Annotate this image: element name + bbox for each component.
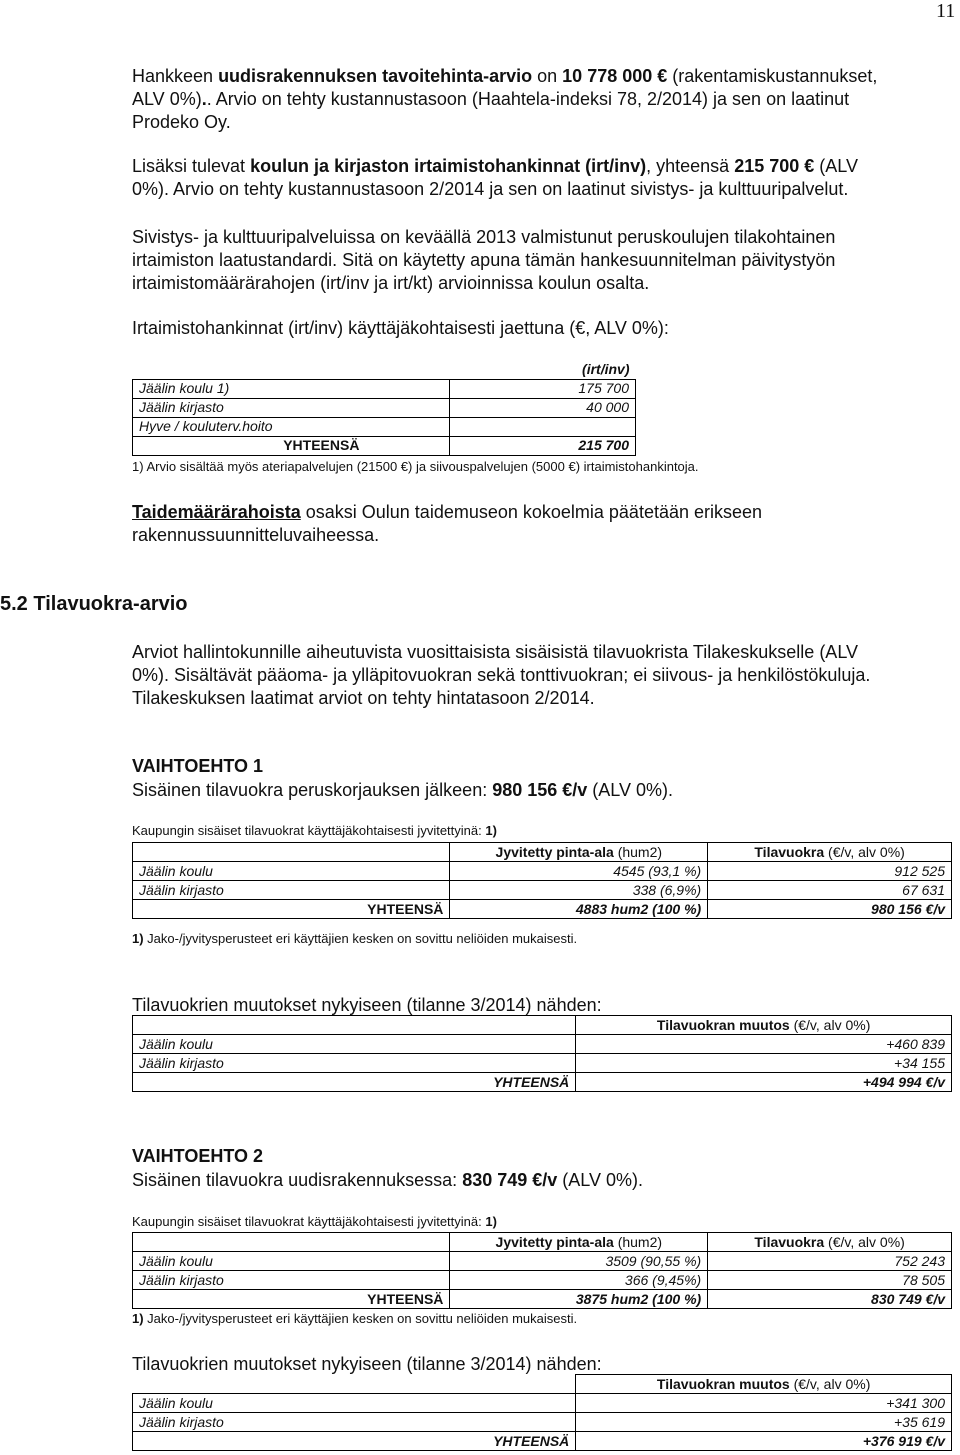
table-total-row	[133, 1432, 952, 1451]
text: (ALV 0%).	[587, 780, 673, 800]
text: Sisäinen tilavuokra uudisrakennuksessa:	[132, 1170, 463, 1190]
option2-caption	[132, 1214, 497, 1230]
table-header-row	[133, 1016, 952, 1035]
table-header-row	[133, 360, 636, 379]
text: Jyvitetty pinta-ala	[495, 843, 614, 860]
paragraph-art	[132, 501, 944, 547]
text: .	[201, 89, 207, 109]
column-header-rent	[708, 1233, 952, 1252]
paragraph-standard	[132, 226, 944, 295]
text: rakennussuunnitteluvaiheessa.	[132, 525, 380, 545]
row-label: Jäälin kirjasto	[133, 1271, 450, 1290]
row-label: Jäälin kirjasto	[133, 1413, 576, 1432]
section-title: 5.2 Tilavuokra-arvio	[0, 593, 188, 615]
text: 0%). Arvio on tehty kustannustasoon 2/2014 ja sen on laatinut sivistys- ja kulttuuripalvelut.	[132, 179, 849, 199]
text-bold-underline: Taidemäärärahoista	[132, 502, 301, 522]
row-label: Jäälin koulu	[133, 1035, 576, 1054]
total-label: YHTEENSÄ	[133, 436, 450, 455]
text: (ALV 0%).	[557, 1170, 643, 1190]
option1-note	[132, 931, 577, 947]
column-header-area	[450, 1233, 708, 1252]
column-header	[576, 1375, 952, 1394]
text: Sivistys- ja kulttuuripalveluissa on keväällä 2013 valmistunut peruskoulujen tilakohtainen	[132, 227, 836, 247]
row-area: 4545 (93,1 %)	[450, 862, 708, 881]
text: irtaimiston laatustandardi. Sitä on käytetty apuna tämän hankesuunnitelman päivitystyön	[132, 250, 836, 270]
column-header-area	[450, 843, 708, 862]
total-label: YHTEENSÄ	[133, 900, 450, 919]
text: (€/v, alv 0%)	[789, 1375, 871, 1392]
text: Tilakeskuksen laatimat arviot on tehty hintatasoon 2/2014.	[132, 688, 595, 708]
table-row	[133, 1035, 952, 1054]
row-value: 40 000	[450, 398, 636, 417]
text: 1)	[485, 823, 497, 838]
text: 1)	[132, 1311, 144, 1326]
text: Sisäinen tilavuokra peruskorjauksen jälkeen:	[132, 780, 493, 800]
option1-changes-title: Tilavuokrien muutokset nykyiseen (tilanne 3/2014) nähden:	[132, 995, 602, 1015]
row-area: 338 (6,9%)	[450, 881, 708, 900]
furniture-table	[132, 360, 636, 456]
row-area: 366 (9,45%)	[450, 1271, 708, 1290]
row-label: Jäälin koulu	[133, 1252, 450, 1271]
table-row	[133, 881, 952, 900]
option2-rent-table	[132, 1232, 952, 1309]
total-rent: 980 156 €/v	[708, 900, 952, 919]
row-label: Jäälin kirjasto	[133, 881, 450, 900]
text: Jyvitetty pinta-ala	[495, 1233, 614, 1250]
row-label: Hyve / kouluterv.hoito	[133, 417, 450, 436]
text-bold: uudisrakennuksen tavoitehinta-arvio	[218, 66, 533, 86]
text: , yhteensä	[646, 156, 735, 176]
text: Lisäksi tulevat	[132, 156, 251, 176]
text: 1)	[132, 931, 144, 946]
paragraph-furniture-split: Irtaimistohankinnat (irt/inv) käyttäjäkohtaisesti jaettuna (€, ALV 0%):	[132, 318, 669, 338]
table-header-row	[133, 1233, 952, 1252]
text: Arviot hallintokunnille aiheutuvista vuosittaisista sisäisistä tilavuokrista Tilakeskukselle (ALV	[132, 642, 858, 662]
furniture-amount: 215 700 €	[734, 156, 815, 176]
option2-title: VAIHTOEHTO 2	[132, 1146, 264, 1166]
table-total-row	[133, 900, 952, 919]
text: ALV 0%)	[132, 89, 202, 109]
column-header: (irt/inv)	[582, 360, 630, 377]
text: (€/v, alv 0%)	[789, 1016, 871, 1033]
table-total-row	[133, 1290, 952, 1309]
table-row	[133, 1271, 952, 1290]
text: Kaupungin sisäiset tilavuokrat käyttäjäkohtaisesti jyvitettyinä:	[132, 1214, 486, 1229]
row-label: Jäälin koulu	[133, 862, 450, 881]
option2-changes-table	[132, 1374, 952, 1451]
column-header-rent	[708, 843, 952, 862]
total-area: 3875 hum2 (100 %)	[450, 1290, 708, 1309]
row-value: 175 700	[450, 379, 636, 398]
column-header	[576, 1016, 952, 1035]
option2-changes-title: Tilavuokrien muutokset nykyiseen (tilanne 3/2014) nähden:	[132, 1354, 602, 1374]
option2-subtitle	[132, 1169, 944, 1192]
option1-caption	[132, 823, 497, 839]
text: (rakentamiskustannukset,	[667, 66, 878, 86]
total-label: YHTEENSÄ	[133, 1290, 450, 1309]
rent-amount: 980 156 €/v	[492, 780, 588, 800]
row-label: Jäälin koulu 1)	[133, 379, 450, 398]
text: 0%). Sisältävät pääoma- ja ylläpitovuokran sekä tonttivuokran; ei siivous- ja henkilöstökuluja.	[132, 665, 871, 685]
row-label: Jäälin kirjasto	[133, 398, 450, 417]
paragraph-cost-estimate	[132, 65, 944, 134]
row-label: Jäälin kirjasto	[133, 1054, 576, 1073]
text: Tilavuokran muutos	[656, 1016, 790, 1033]
text: Tilavuokra	[754, 1233, 825, 1250]
option1-rent-table	[132, 842, 952, 919]
row-label: Jäälin koulu	[133, 1394, 576, 1413]
row-value: +341 300	[576, 1394, 952, 1413]
text: on	[532, 66, 563, 86]
table-row	[133, 417, 636, 436]
text: Jako-/jyvitysperusteet eri käyttäjien kesken on sovittu neliöiden mukaisesti.	[143, 1311, 578, 1326]
row-value: +34 155	[576, 1054, 952, 1073]
total-value: 215 700	[450, 436, 636, 455]
row-rent: 78 505	[708, 1271, 952, 1290]
text: . Arvio on tehty kustannustasoon (Haahtela-indeksi 78, 2/2014) ja sen on laatinut	[206, 89, 850, 109]
row-rent: 912 525	[708, 862, 952, 881]
text: Tilavuokran muutos	[656, 1375, 790, 1392]
text: Tilavuokra	[754, 843, 825, 860]
text: Jako-/jyvitysperusteet eri käyttäjien kesken on sovittu neliöiden mukaisesti.	[143, 931, 578, 946]
text: (€/v, alv 0%)	[824, 1233, 905, 1250]
total-label: YHTEENSÄ	[133, 1432, 576, 1451]
table-row	[133, 379, 636, 398]
page-number: 11	[936, 0, 956, 22]
text: irtaimistomäärärahojen (irt/inv ja irt/kt) arvioinnissa koulun osalta.	[132, 273, 650, 293]
total-rent: 830 749 €/v	[708, 1290, 952, 1309]
text: (ALV	[814, 156, 858, 176]
total-value: +376 919 €/v	[576, 1432, 952, 1451]
row-rent: 67 631	[708, 881, 952, 900]
paragraph-furniture	[132, 155, 944, 201]
text: Hankkeen	[132, 66, 219, 86]
table-row	[133, 1252, 952, 1271]
row-area: 3509 (90,55 %)	[450, 1252, 708, 1271]
table-total-row	[133, 436, 636, 455]
option2-note	[132, 1311, 577, 1327]
text: Prodeko Oy.	[132, 112, 231, 132]
paragraph-rent-intro	[132, 641, 944, 710]
option1-subtitle	[132, 779, 944, 802]
total-value: +494 994 €/v	[576, 1073, 952, 1092]
row-rent: 752 243	[708, 1252, 952, 1271]
table-header-row	[133, 1375, 952, 1394]
option1-changes-table	[132, 1015, 952, 1092]
table-note: 1) Arvio sisältää myös ateriapalvelujen (21500 €) ja siivouspalvelujen (5000 €) irtaimistohankintoja.	[132, 459, 699, 474]
option1-title: VAIHTOEHTO 1	[132, 756, 264, 776]
text: (hum2)	[613, 843, 663, 860]
table-row	[133, 1394, 952, 1413]
row-value: +460 839	[576, 1035, 952, 1054]
table-row	[133, 1413, 952, 1432]
row-value	[450, 417, 636, 436]
text: osaksi Oulun taidemuseon kokoelmia päätetään erikseen	[300, 502, 763, 522]
total-area: 4883 hum2 (100 %)	[450, 900, 708, 919]
text: (€/v, alv 0%)	[824, 843, 905, 860]
text-bold: koulun ja kirjaston irtaimistohankinnat (irt/inv)	[250, 156, 647, 176]
table-row	[133, 398, 636, 417]
rent-amount: 830 749 €/v	[462, 1170, 558, 1190]
table-total-row	[133, 1073, 952, 1092]
text: (hum2)	[613, 1233, 663, 1250]
total-label: YHTEENSÄ	[133, 1073, 576, 1092]
cost-amount: 10 778 000 €	[562, 66, 668, 86]
text: 1)	[485, 1214, 497, 1229]
text: Kaupungin sisäiset tilavuokrat käyttäjäkohtaisesti jyvitettyinä:	[132, 823, 486, 838]
table-row	[133, 862, 952, 881]
row-value: +35 619	[576, 1413, 952, 1432]
table-header-row	[133, 843, 952, 862]
table-row	[133, 1054, 952, 1073]
